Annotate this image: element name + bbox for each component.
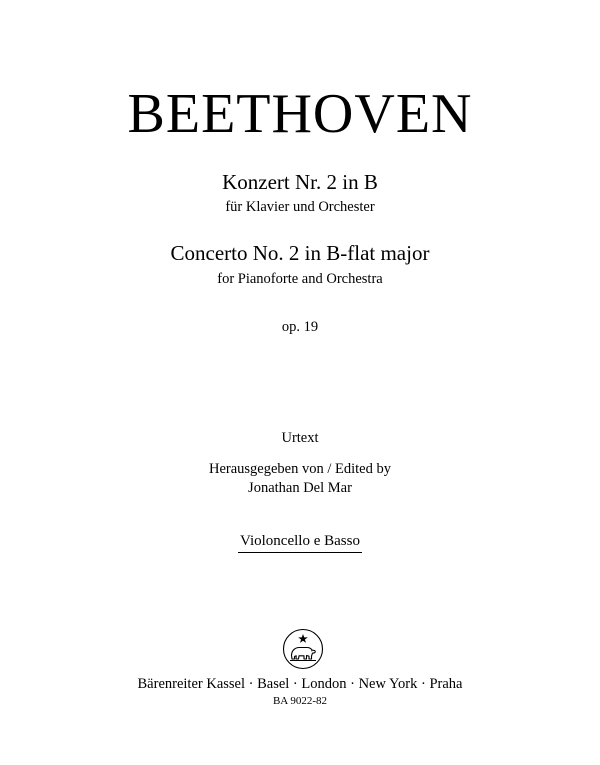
publisher-line: Bärenreiter Kassel · Basel · London · New York · Praha [137,676,463,692]
subtitle-german: für Klavier und Orchester [225,199,375,215]
editor-name: Jonathan Del Mar [248,480,352,496]
edited-by-label: Herausgegeben von / Edited by [208,461,391,477]
edition-type: Urtext [281,430,319,446]
subtitle-english: for Pianoforte and Orchestra [217,271,383,287]
opus-number: op. 19 [281,319,319,335]
part-name: Violoncello e Basso [238,534,362,553]
baerenreiter-bear-logo-icon [282,628,324,670]
title-german: Konzert Nr. 2 in B [222,170,378,194]
title-english: Concerto No. 2 in B-flat major [170,241,430,265]
composer-name: BEETHOVEN [127,83,473,145]
catalog-number: BA 9022-82 [272,695,328,707]
part-name-container [0,533,600,553]
